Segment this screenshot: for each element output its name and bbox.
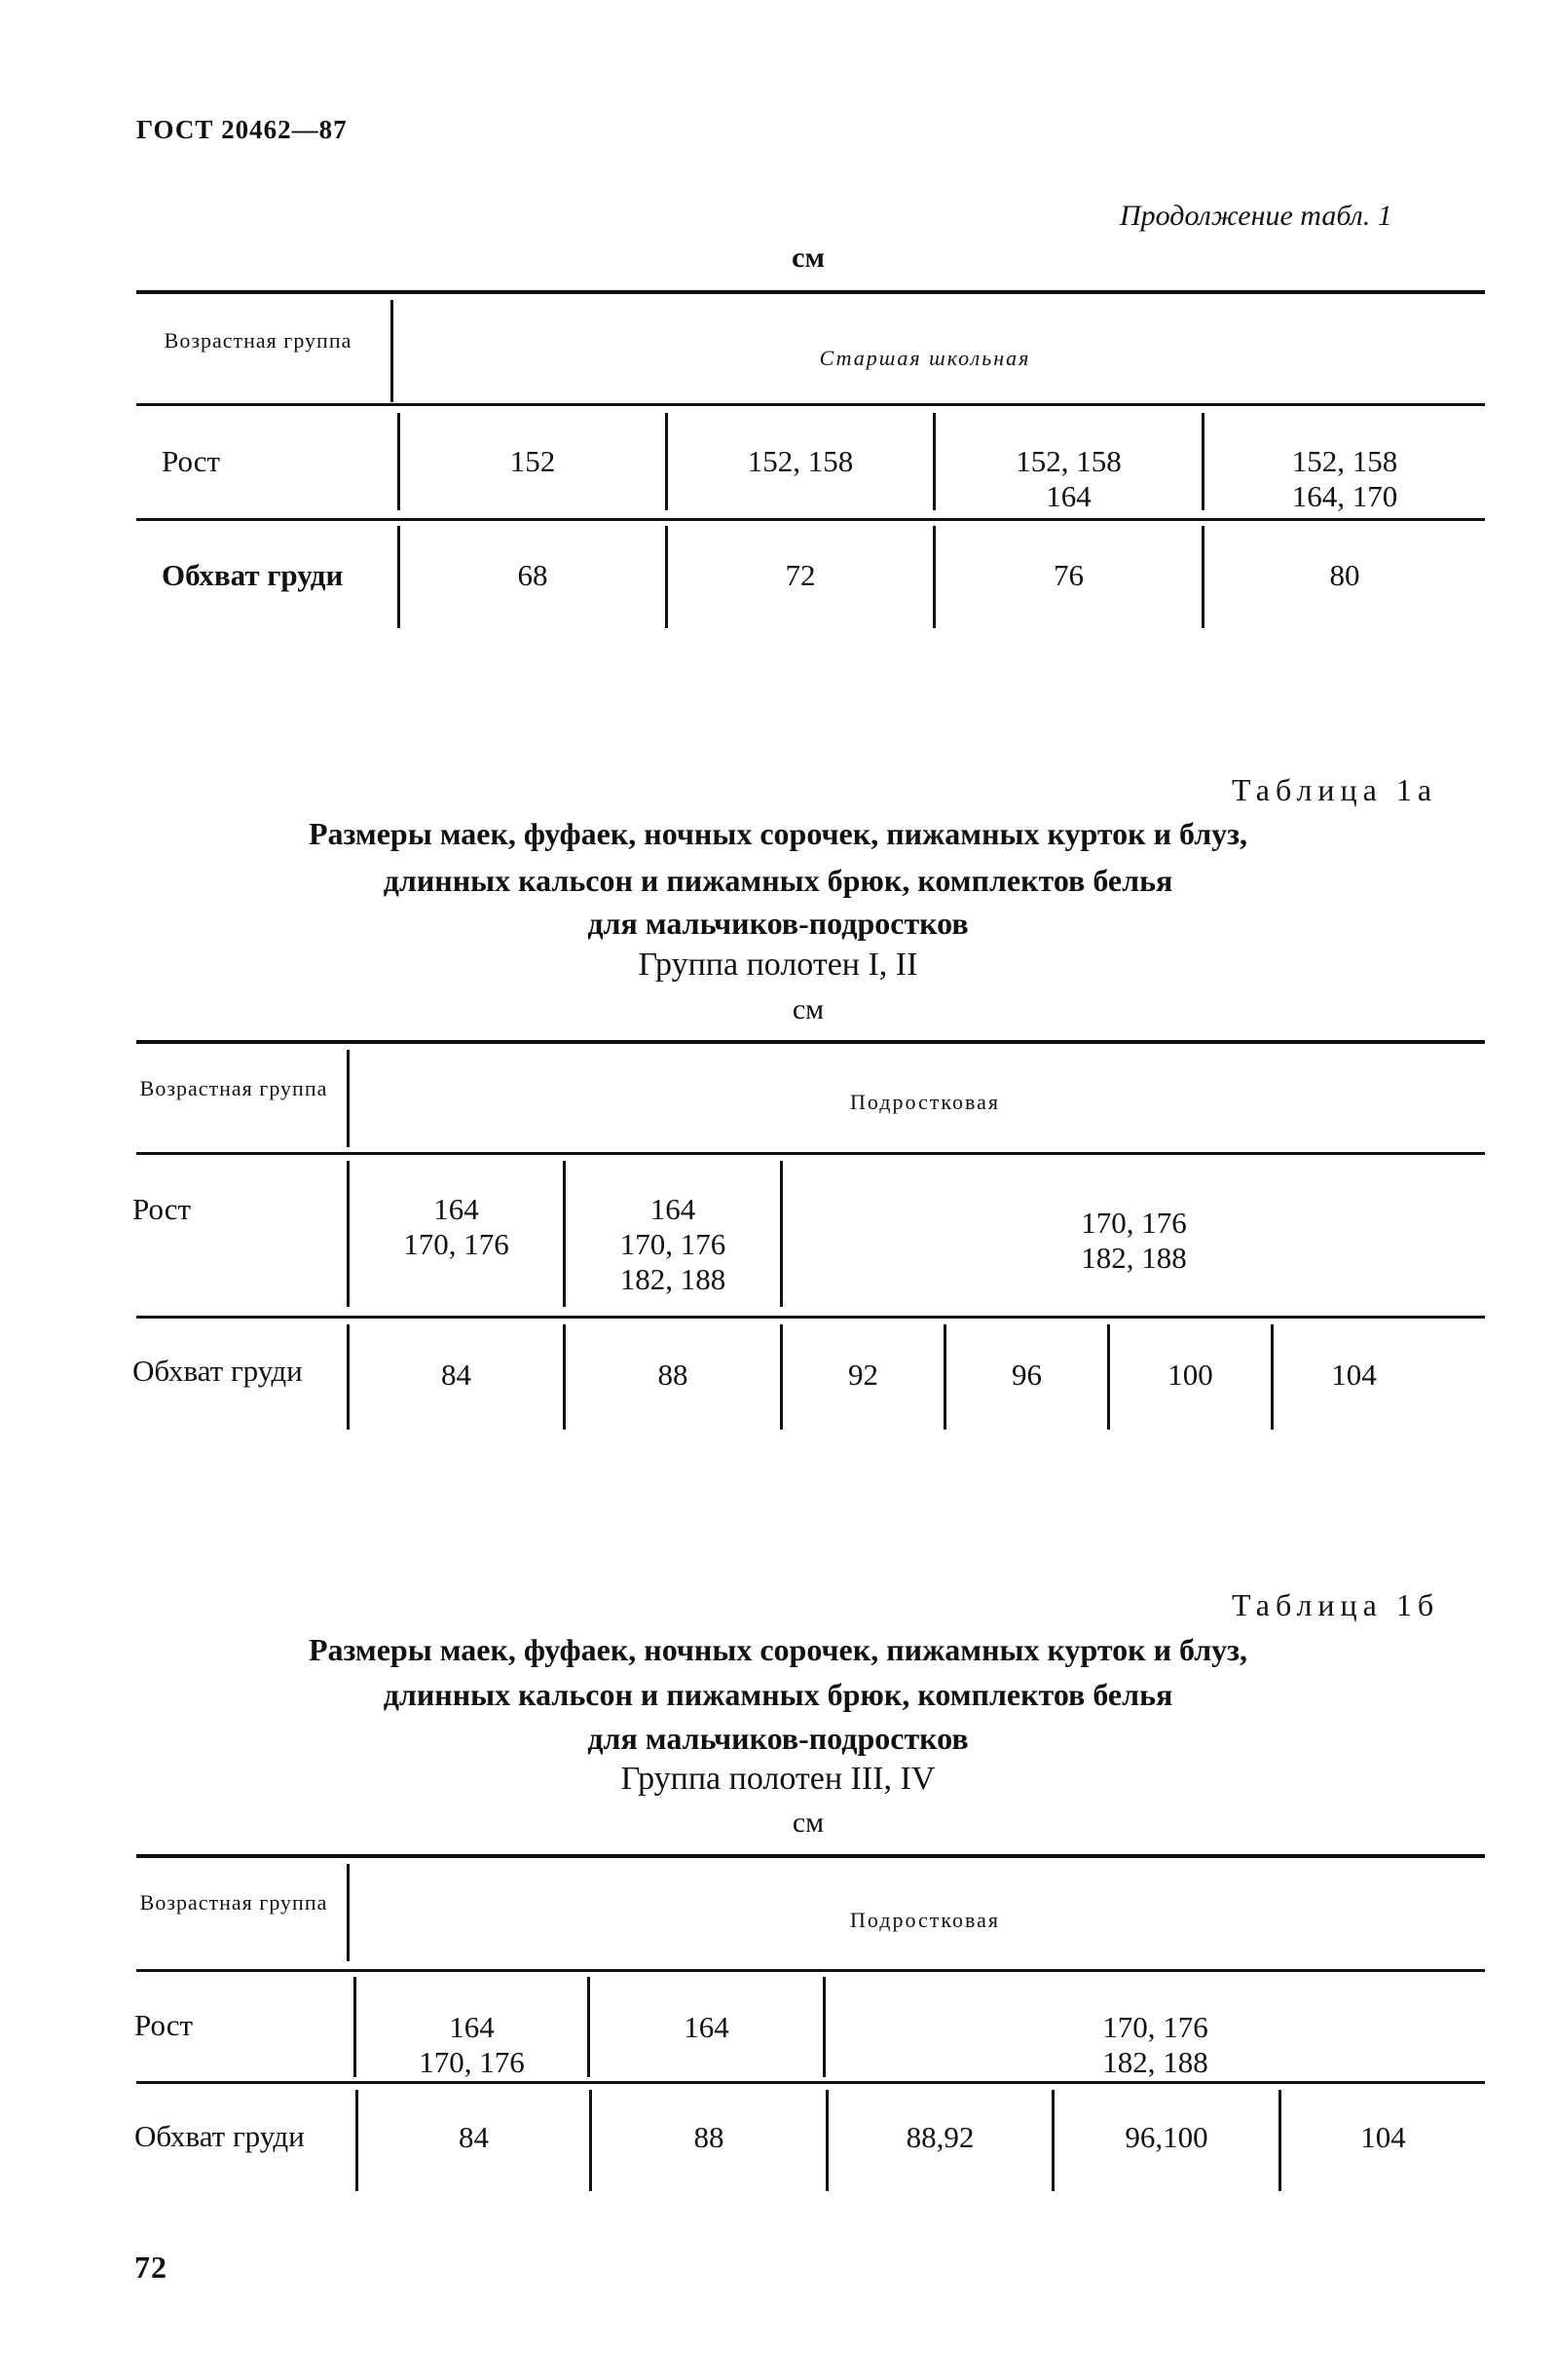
table-cell: 92 (848, 1357, 878, 1392)
table-cell: 164 170, 176 182, 188 (619, 1192, 726, 1296)
table-title-line: длинных кальсон и пижамных брюк, комплектов белья (383, 863, 1173, 898)
table-label: Таблица 1б (1232, 1587, 1440, 1622)
table-cell: 96,100 (1125, 2120, 1208, 2154)
table-title-line: для мальчиков-подростков (587, 1721, 969, 1756)
table-label: Таблица 1а (1232, 772, 1438, 807)
table-cell: 84 (459, 2120, 489, 2154)
table-cell: 88 (693, 2120, 724, 2154)
table-title-line: длинных кальсон и пижамных брюк, комплектов белья (383, 1677, 1173, 1712)
table-cell: 76 (1054, 558, 1084, 592)
table-cell: 170, 176 182, 188 (1081, 1206, 1187, 1275)
chest-row-label: Обхват груди (132, 1354, 303, 1388)
height-row-label: Рост (134, 2008, 194, 2042)
table-cell: 88 (657, 1357, 688, 1392)
table-cell: 152 (509, 444, 556, 478)
age-group-value: Подростковая (850, 1908, 1000, 1932)
continuation-label: Продолжение табл. 1 (1120, 200, 1392, 232)
table-cell: 96 (1012, 1357, 1042, 1392)
age-group-header: Возрастная группа (164, 328, 352, 353)
table-title-line: Размеры маек, фуфаек, ночных сорочек, пижамных курток и блуз, (308, 1632, 1248, 1667)
table-cell: 100 (1167, 1357, 1213, 1392)
table-cell: 80 (1329, 558, 1360, 592)
table-title-line: Размеры маек, фуфаек, ночных сорочек, пижамных курток и блуз, (308, 816, 1248, 851)
table-cell: 72 (785, 558, 816, 592)
table-cell: 152, 158 164, 170 (1291, 444, 1398, 513)
table-cell: 152, 158 164 (1016, 444, 1122, 513)
table-cell: 68 (517, 558, 548, 592)
table-cell: 164 170, 176 (419, 2010, 525, 2079)
unit-label: см (792, 993, 825, 1025)
unit-label: см (792, 1806, 825, 1839)
table-cell: 104 (1331, 1357, 1377, 1392)
height-row-label: Рост (162, 444, 221, 478)
age-group-value: Старшая школьная (819, 346, 1031, 370)
fabric-group: Группа полотен III, IV (620, 1761, 936, 1797)
table-cell: 164 (684, 2010, 729, 2044)
table-title-line: для мальчиков-подростков (587, 906, 969, 941)
age-group-header: Возрастная группа (139, 1076, 328, 1100)
age-group-value: Подростковая (850, 1090, 1000, 1114)
table-cell: 164 170, 176 (403, 1192, 509, 1261)
chest-row-label: Обхват груди (162, 558, 344, 592)
age-group-header: Возрастная группа (139, 1890, 328, 1915)
table-cell: 88,92 (906, 2120, 975, 2154)
chest-row-label: Обхват груди (134, 2119, 305, 2153)
table-cell: 170, 176 182, 188 (1102, 2010, 1208, 2079)
table-cell: 104 (1360, 2120, 1406, 2154)
page-number: 72 (134, 2250, 167, 2285)
fabric-group: Группа полотен I, II (638, 947, 918, 983)
table-cell: 84 (441, 1357, 471, 1392)
document-header: ГОСТ 20462—87 (136, 115, 348, 144)
unit-label: см (792, 242, 825, 274)
height-row-label: Рост (132, 1192, 192, 1226)
table-cell: 152, 158 (747, 444, 854, 478)
